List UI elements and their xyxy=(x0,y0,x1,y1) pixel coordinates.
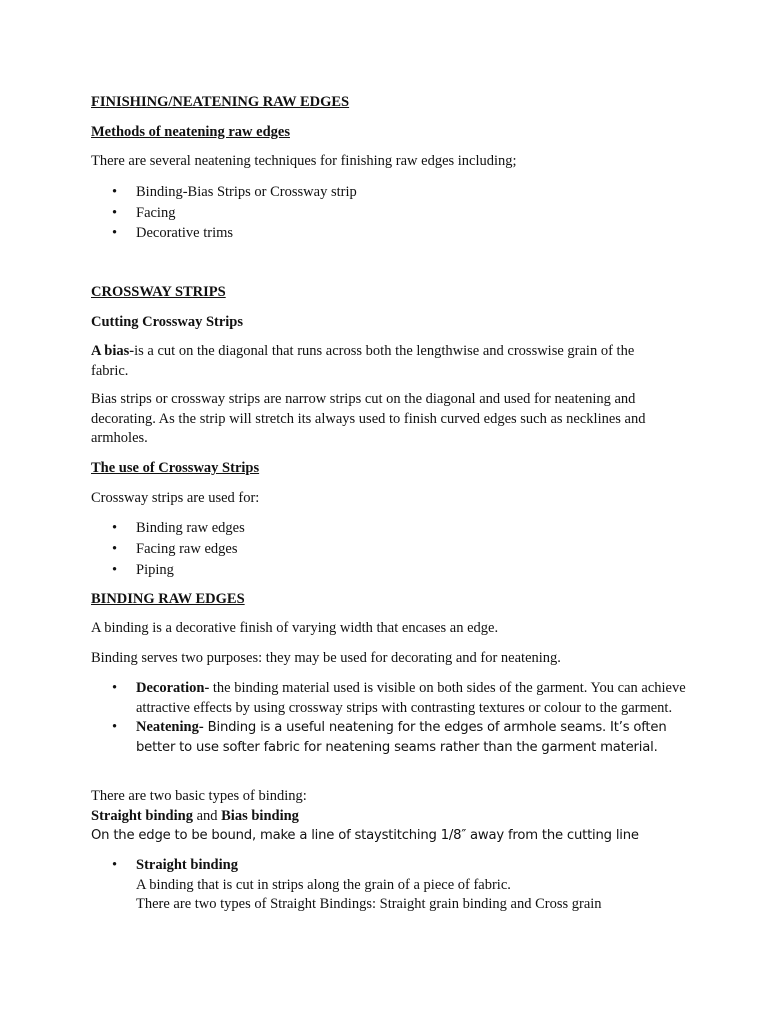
methods-heading: Methods of neatening raw edges xyxy=(91,124,290,140)
straight-binding-line1: A binding that is cut in strips along the grain of a piece of fabric. xyxy=(136,876,511,893)
document-title: FINISHING/NEATENING RAW EDGES xyxy=(91,94,350,110)
list-item: • Facing raw edges xyxy=(91,539,688,560)
list-item: • Facing xyxy=(91,203,688,224)
bias-term: A bias- xyxy=(91,343,135,359)
types-bias: Bias binding xyxy=(221,807,299,824)
neatening-text: Binding is a useful neatening for the edges of armhole seams. It’s often better to use softer fabric for neatening seams rather than the garment material. xyxy=(136,720,667,755)
methods-list xyxy=(91,182,688,244)
list-item: • Decorative trims xyxy=(91,223,688,244)
bias-definition xyxy=(91,342,688,381)
types-intro: There are two basic types of binding: xyxy=(91,788,307,804)
binding-types xyxy=(91,787,688,846)
crossway-heading: CROSSWAY STRIPS xyxy=(91,284,226,300)
bias-def-line1: is a cut on the diagonal that runs across both the lengthwise and crosswise grain of the xyxy=(134,343,635,359)
methods-intro: There are several neatening techniques for finishing raw edges including; xyxy=(91,153,517,169)
use-list xyxy=(91,518,688,581)
binding-heading: BINDING RAW EDGES xyxy=(91,591,245,607)
list-item: • Binding-Bias Strips or Crossway strip xyxy=(91,182,688,203)
decoration-term: Decoration- xyxy=(136,680,210,696)
use-heading: The use of Crossway Strips xyxy=(91,460,260,476)
types-straight: Straight binding xyxy=(91,807,193,824)
bias-def-line2: fabric. xyxy=(91,362,129,379)
types-and: and xyxy=(192,807,222,824)
list-item xyxy=(91,856,688,915)
straight-binding-line2: There are two types of Straight Bindings: Straight grain binding and Cross grain xyxy=(136,896,602,912)
list-item xyxy=(91,718,688,757)
use-intro: Crossway strips are used for: xyxy=(91,490,260,506)
straight-binding-list xyxy=(91,856,688,915)
list-item: • Binding raw edges xyxy=(91,518,688,539)
decoration-text: the binding material used is visible on both sides of the garment. You can achieve attractive effects by using crossway strips with contrasting textures or colour to the garment. xyxy=(136,680,686,716)
binding-purposes: Binding serves two purposes: they may be used for decorating and for neatening. xyxy=(91,650,561,666)
list-item xyxy=(91,679,688,718)
binding-purpose-list xyxy=(91,679,688,757)
neatening-term: Neatening- xyxy=(136,719,204,735)
list-item: • Piping xyxy=(91,560,688,581)
binding-definition: A binding is a decorative finish of varying width that encases an edge. xyxy=(91,620,499,636)
straight-binding-heading: Straight binding xyxy=(136,857,238,873)
bias-strips-paragraph: Bias strips or crossway strips are narrow strips cut on the diagonal and used for neatening and decorating. As the strip will stretch its always used to finish curved edges such as necklines and armholes. xyxy=(91,391,646,446)
cutting-heading: Cutting Crossway Strips xyxy=(91,314,244,330)
staystitch-note: On the edge to be bound, make a line of staystitching 1/8″ away from the cutting line xyxy=(91,828,639,843)
